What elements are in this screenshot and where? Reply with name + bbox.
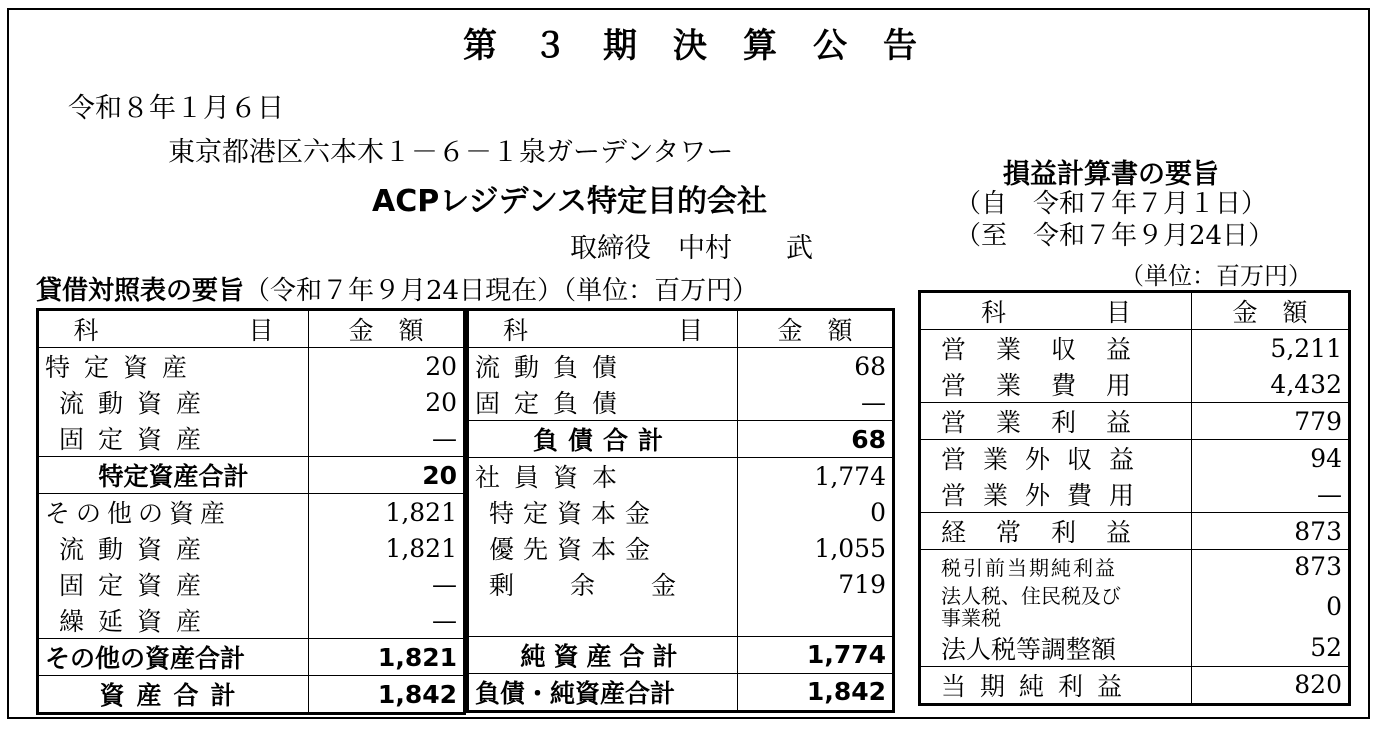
company-name: ACPレジデンス特定目的会社	[372, 184, 767, 219]
table-row: 法人税、住民税及び事業税 0	[920, 584, 1350, 630]
subject-header: 科 目	[920, 292, 1192, 330]
income-statement-unit: （単位：百万円）	[1120, 262, 1312, 290]
table-header-row	[468, 310, 894, 348]
table-row: 営業外費用 —	[920, 476, 1350, 513]
period-to: （至 令和７年９月24日）	[955, 221, 1275, 251]
company-address: 東京都港区六本木１－６－１泉ガーデンタワー	[168, 137, 734, 168]
amount-header: 金 額	[738, 310, 894, 348]
table-row: 資産合計 1,842	[38, 676, 465, 714]
balance-sheet-title: 貸借対照表の要旨	[36, 276, 245, 306]
period-from: （自 令和７年７月１日）	[955, 189, 1268, 219]
table-row: 固定資産 —	[38, 566, 465, 602]
table-row: 経常利益 873	[920, 513, 1350, 550]
table-row: 優先資本金 1,055	[468, 530, 894, 566]
page-title: 第 ３ 期 決 算 公 告	[463, 26, 918, 66]
table-row: 法人税等調整額 52	[920, 630, 1350, 667]
income-statement-title: 損益計算書の要旨	[1003, 159, 1219, 190]
table-row	[468, 602, 894, 636]
table-row: 流動資産 20	[38, 384, 465, 420]
table-row: 当期純利益 820	[920, 666, 1350, 704]
income-statement-table	[918, 290, 1351, 706]
table-row: 負債・純資産合計 1,842	[468, 673, 894, 711]
table-row: その他の資産 1,821	[38, 494, 465, 531]
table-row: 税引前当期純利益 873	[920, 550, 1350, 584]
table-row: 営業収益 5,211	[920, 330, 1350, 367]
subject-header: 科 目	[468, 310, 738, 348]
table-row: 流動負債 68	[468, 348, 894, 385]
table-row: 営業利益 779	[920, 403, 1350, 440]
table-row: 流動資産 1,821	[38, 530, 465, 566]
table-row: 特定資産合計 20	[38, 457, 465, 494]
balance-sheet-liabilities-table	[466, 308, 895, 713]
table-row: 固定負債 —	[468, 384, 894, 421]
announcement-date: 令和８年１月６日	[68, 93, 284, 124]
table-row: 社員資本 1,774	[468, 458, 894, 495]
table-row: 負債合計 68	[468, 421, 894, 458]
table-header-row	[38, 310, 465, 348]
table-row: 純資産合計 1,774	[468, 636, 894, 673]
table-row: 剰余金 719	[468, 566, 894, 602]
table-row: その他の資産合計 1,821	[38, 639, 465, 676]
balance-sheet-heading	[36, 270, 758, 307]
table-row: 特定資産 20	[38, 348, 465, 385]
balance-sheet-date-unit: （令和７年９月24日現在）（単位：百万円）	[244, 276, 759, 306]
income-statement-period	[955, 188, 1274, 252]
table-header-row	[920, 292, 1350, 330]
amount-header: 金 額	[309, 310, 465, 348]
table-row: 特定資本金 0	[468, 494, 894, 530]
table-row: 固定資産 —	[38, 420, 465, 457]
amount-header: 金 額	[1192, 292, 1350, 330]
officer-name: 取締役 中村 武	[570, 233, 813, 264]
table-row: 繰延資産 —	[38, 602, 465, 639]
balance-sheet-assets-table	[36, 308, 466, 715]
table-row: 営業費用 4,432	[920, 366, 1350, 403]
table-row: 営業外収益 94	[920, 440, 1350, 477]
subject-header: 科 目	[38, 310, 309, 348]
